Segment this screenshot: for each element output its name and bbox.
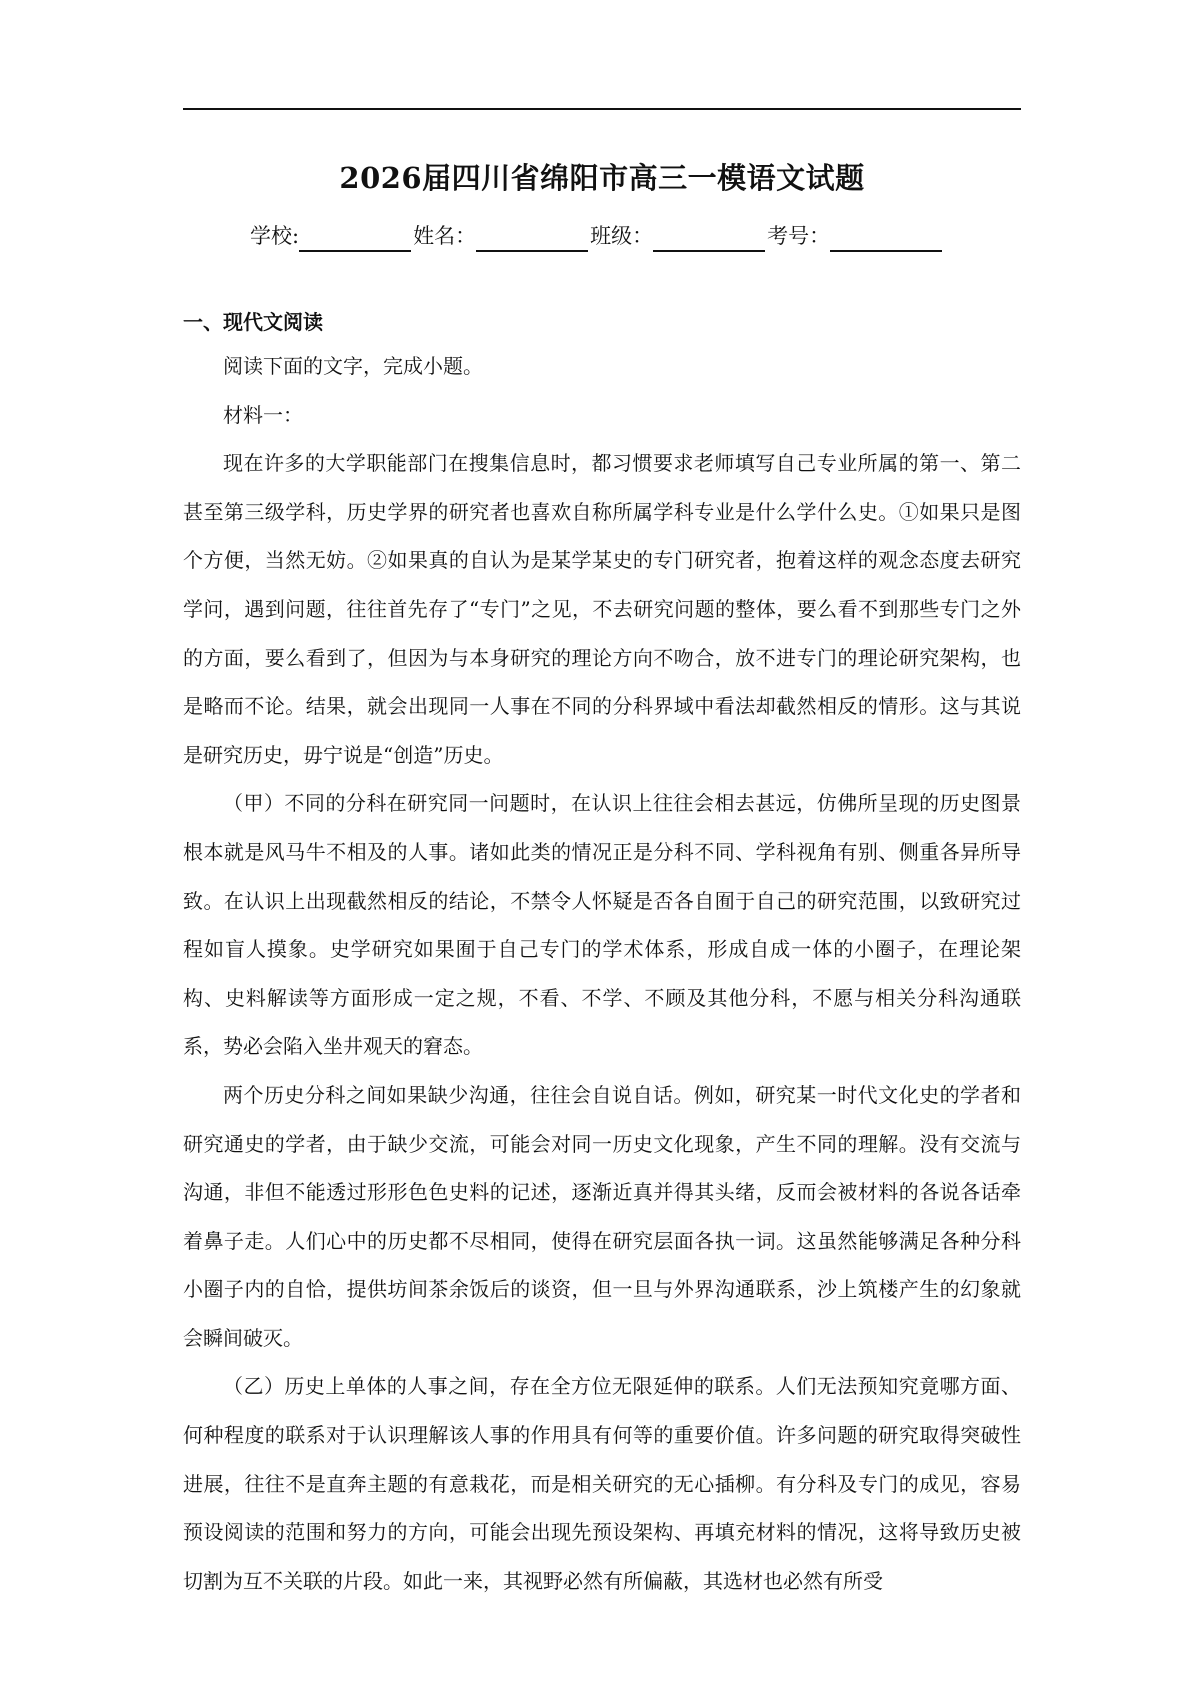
class-field[interactable] [653,226,765,252]
page-title: 2026届四川省绵阳市高三一模语文试题 [339,161,865,195]
passage-paragraph: （甲）不同的分科在研究同一问题时，在认识上往往会相去甚远，仿佛所呈现的历史图景根本就是风马牛不相及的人事。诸如此类的情况正是分科不同、学科视角有别、侧重各异所导致。在认识上出现截然相反的结论，不禁令人怀疑是否各自囿于自己的研究范围，以致研究过程如盲人摸象。史学研究如果囿于自己专门的学术体系，形成自成一体的小圈子，在理论架构、史料解读等方面形成一定之规，不看、不学、不顾及其他分科，不愿与相关分科沟通联系，势必会陷入坐井观天的窘态。 [183,791,1021,1059]
header-rule [183,108,1021,110]
passage-paragraph: （乙）历史上单体的人事之间，存在全方位无限延伸的联系。人们无法预知究竟哪方面、何种程度的联系对于认识理解该人事的作用具有何等的重要价值。许多问题的研究取得突破性进展，往往不是直奔主题的有意栽花，而是相关研究的无心插柳。有分科及专门的成见，容易预设阅读的范围和努力的方向，可能会出现先预设架构、再填充材料的情况，这将导致历史被切割为互不关联的片段。如此一来，其视野必然有所偏蔽，其选材也必然有所受 [183,1374,1021,1593]
instruction-paragraph: 阅读下面的文字，完成小题。 [223,354,483,378]
reading-passage [183,342,1021,1605]
exam-number-label: 考号： [767,224,831,248]
passage-paragraph: 现在许多的大学职能部门在搜集信息时，都习惯要求老师填写自己专业所属的第一、第二甚至第三级学科，历史学界的研究者也喜欢自称所属学科专业是什么学什么史。①如果只是图个方便，当然无妨。②如果真的自认为是某学某史的专门研究者，抱着这样的观念态度去研究学问，遇到问题，往往首先存了“专门”之见，不去研究问题的整体，要么看不到那些专门之外的方面，要么看到了，但因为与本身研究的理论方向不吻合，放不进专门的理论研究架构，也是略而不论。结果，就会出现同一人事在不同的分科界域中看法却截然相反的情形。这与其说是研究历史，毋宁说是“创造”历史。 [183,451,1021,767]
name-field[interactable] [476,226,588,252]
school-field[interactable] [299,226,411,252]
passage-paragraph: 两个历史分科之间如果缺少沟通，往往会自说自话。例如，研究某一时代文化史的学者和研究通史的学者，由于缺少交流，可能会对同一历史文化现象，产生不同的理解。没有交流与沟通，非但不能透过形形色色史料的记述，逐渐近真并得其头绪，反而会被材料的各说各话牵着鼻子走。人们心中的历史都不尽相同，使得在研究层面各执一词。这虽然能够满足各种分科小圈子内的自恰，提供坊间茶余饭后的谈资，但一旦与外界沟通联系，沙上筑楼产生的幻象就会瞬间破灭。 [183,1082,1021,1350]
name-label: 姓名： [413,224,477,248]
exam-number-field[interactable] [830,226,942,252]
material-label: 材料一： [223,402,303,427]
section-heading: 一、现代文阅读 [183,310,323,334]
class-label: 班级： [590,224,654,248]
student-info-line [250,212,944,252]
school-label: 学校: [250,224,300,248]
